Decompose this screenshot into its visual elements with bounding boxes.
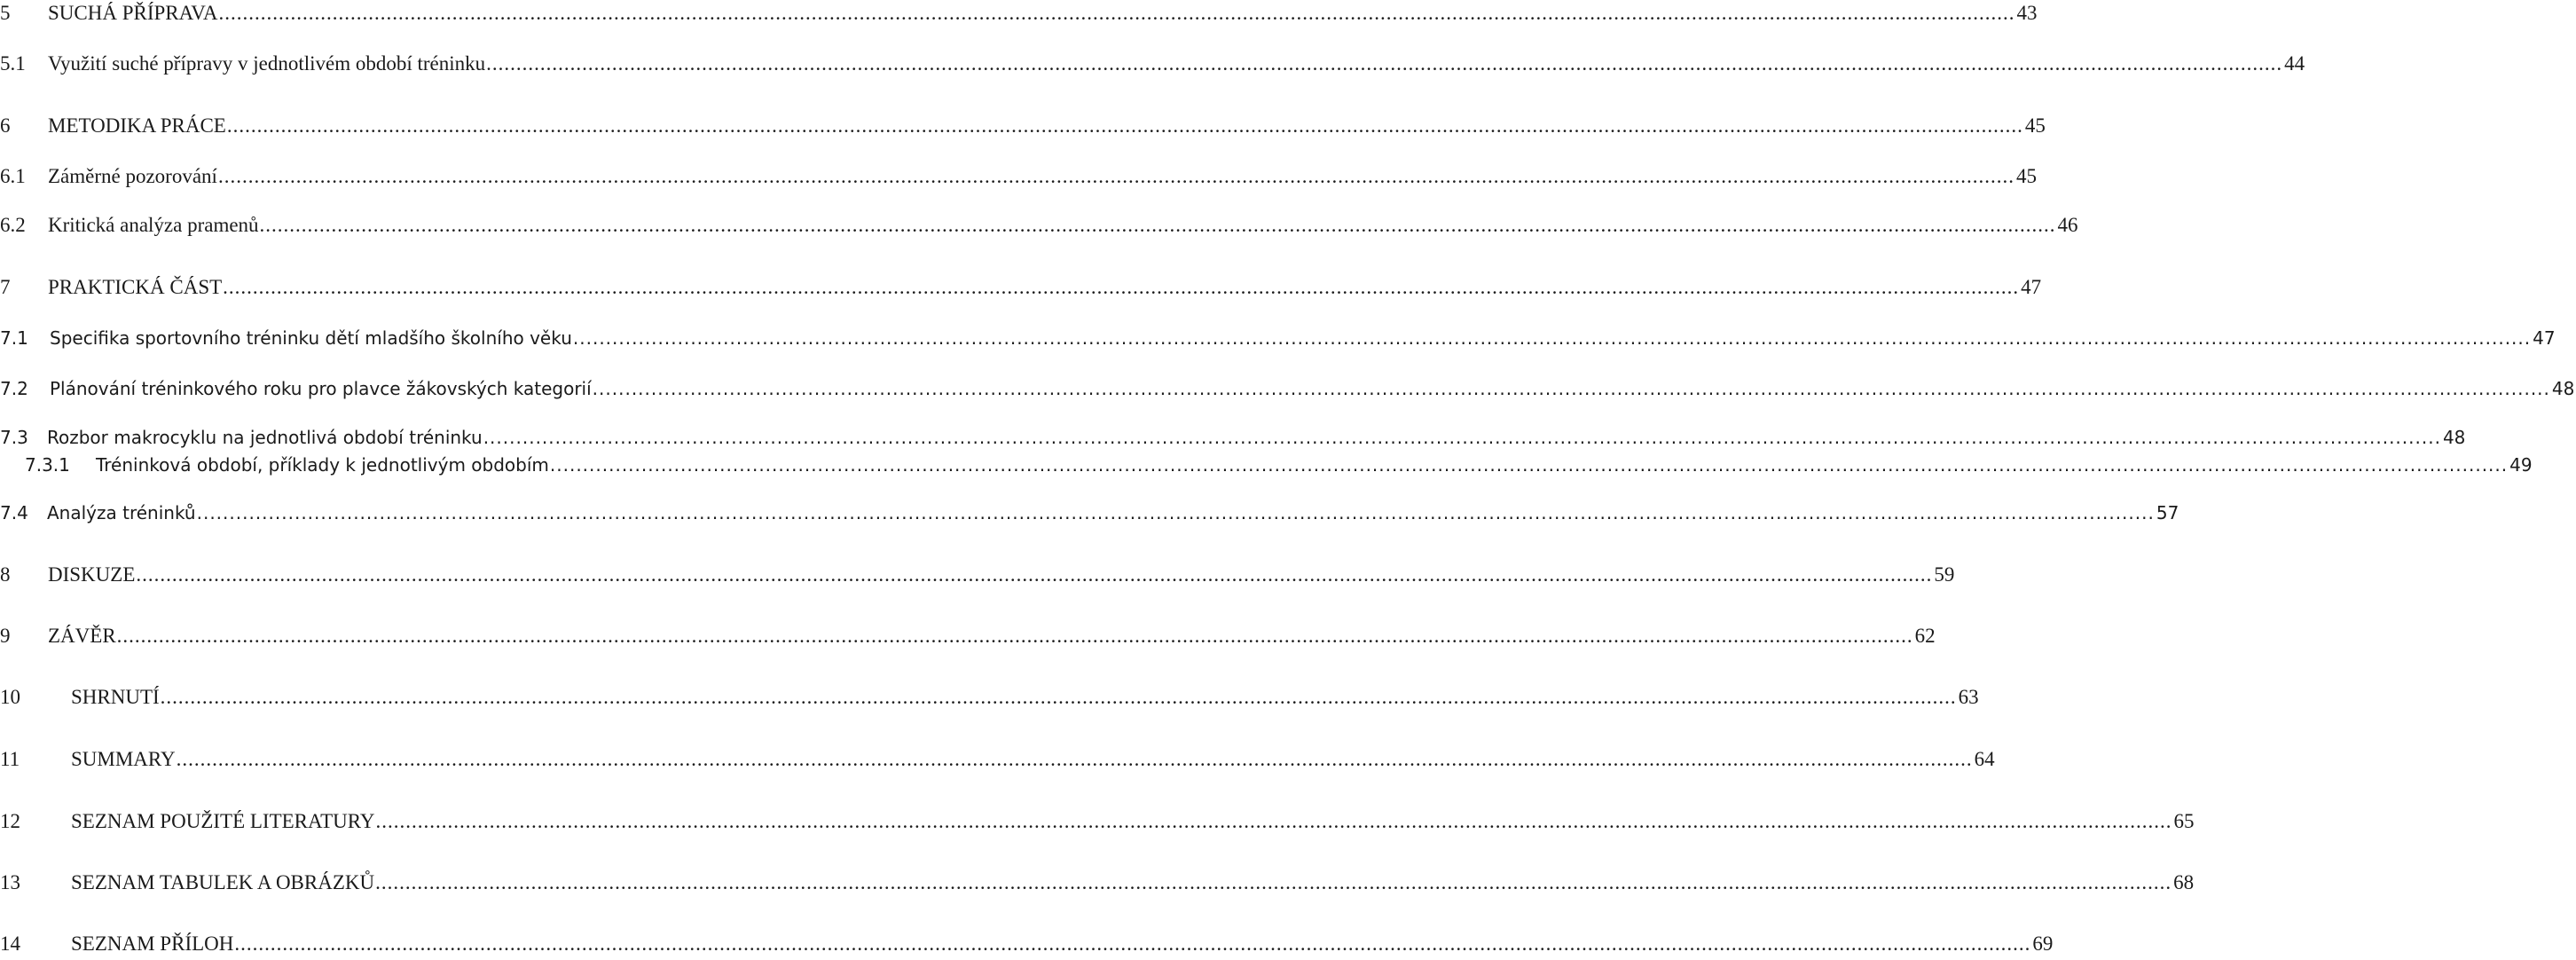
dot-leader: ............................................................................................................................................................................................................................................................................................................	[549, 454, 2509, 476]
toc-entry-page: 43	[2016, 2, 2038, 24]
toc-entry-number: 6.1	[0, 165, 26, 187]
toc-entry-number: 10	[0, 686, 20, 708]
toc-entry-number: 5	[0, 2, 11, 24]
toc-entry-title: SEZNAM TABULEK A OBRÁZKŮ	[71, 871, 375, 893]
dot-leader: ............................................................................................................................................................................................................................................................................................................	[375, 810, 2172, 832]
toc-entry-title: Kritická analýza pramenů	[48, 214, 259, 236]
toc-entry-title: Tréninková období, příklady k jednotlivým obdobím	[96, 454, 549, 476]
toc-entry-page: 47	[2021, 276, 2042, 298]
toc-entry-title: SEZNAM POUŽITÉ LITERATURY	[71, 810, 375, 832]
dot-leader: ............................................................................................................................................................................................................................................................................................................	[223, 276, 2020, 298]
dot-leader: ............................................................................................................................................................................................................................................................................................................	[116, 625, 1913, 647]
toc-entry[interactable]	[0, 161, 2037, 193]
toc-entry-page: 49	[2509, 454, 2533, 476]
toc-entry-number: 14	[0, 932, 20, 955]
toc-entry-number: 6.2	[0, 214, 26, 236]
toc-entry-title: PRAKTICKÁ ČÁST	[48, 276, 223, 298]
toc-entry-title: Specifika sportovního tréninku dětí mladšího školního věku	[50, 327, 572, 349]
toc-entry[interactable]	[0, 744, 1995, 775]
toc-entry[interactable]	[0, 0, 2038, 29]
dot-leader: ............................................................................................................................................................................................................................................................................................................	[217, 165, 2014, 187]
toc-entry[interactable]	[0, 681, 1979, 713]
toc-entry-number: 13	[0, 871, 20, 893]
toc-entry[interactable]	[0, 449, 2533, 481]
dot-leader: ............................................................................................................................................................................................................................................................................................................	[259, 214, 2056, 236]
toc-entry-title: SUMMARY	[71, 748, 176, 770]
toc-entry-number: 8	[0, 563, 11, 586]
dot-leader: ............................................................................................................................................................................................................................................................................................................	[218, 2, 2015, 24]
dot-leader: ............................................................................................................................................................................................................................................................................................................	[136, 563, 1933, 586]
toc-entry-page: 45	[2024, 114, 2046, 137]
toc-entry-page: 48	[2551, 378, 2575, 399]
toc-entry[interactable]	[0, 271, 2042, 303]
dot-leader: ............................................................................................................................................................................................................................................................................................................	[483, 427, 2441, 448]
toc-entry-title: Záměrné pozorování	[48, 165, 217, 187]
dot-leader: ............................................................................................................................................................................................................................................................................................................	[160, 686, 1957, 708]
toc-entry-title: Využití suché přípravy v jednotlivém období tréninku	[48, 52, 486, 75]
toc-entry-number: 6	[0, 114, 11, 137]
toc-entry-page: 69	[2032, 932, 2054, 955]
toc-entry-title: ZÁVĚR	[48, 625, 116, 647]
toc-entry[interactable]	[0, 928, 2054, 960]
toc-entry-page: 46	[2057, 214, 2078, 236]
toc-entry-title: METODIKA PRÁCE	[48, 114, 226, 137]
toc-entry[interactable]	[0, 110, 2046, 142]
toc-entry[interactable]	[0, 373, 2575, 405]
toc-entry-number: 5.1	[0, 52, 26, 75]
toc-entry-title: SUCHÁ PŘÍPRAVA	[48, 2, 218, 24]
toc-entry-page: 45	[2015, 165, 2037, 187]
toc-entry[interactable]	[0, 867, 2195, 899]
toc-entry[interactable]	[0, 48, 2305, 80]
dot-leader: ............................................................................................................................................................................................................................................................................................................	[176, 748, 1973, 770]
toc-entry[interactable]	[0, 497, 2179, 529]
dot-leader: ............................................................................................................................................................................................................................................................................................................	[592, 378, 2550, 399]
toc-entry-number: 7.4	[0, 502, 28, 523]
toc-entry-number: 7.1	[0, 327, 28, 349]
dot-leader: ............................................................................................................................................................................................................................................................................................................	[572, 327, 2532, 349]
toc-entry[interactable]	[0, 806, 2195, 838]
dot-leader: ............................................................................................................................................................................................................................................................................................................	[226, 114, 2023, 137]
toc-entry-title: Analýza tréninků	[47, 502, 196, 523]
toc-entry-page: 68	[2173, 871, 2195, 893]
toc-entry[interactable]	[0, 322, 2556, 354]
dot-leader: ............................................................................................................................................................................................................................................................................................................	[196, 502, 2155, 523]
toc-entry-number: 7.3	[0, 427, 28, 448]
toc-entry-number: 12	[0, 810, 20, 832]
toc-entry-title: SHRNUTÍ	[71, 686, 160, 708]
toc-entry-title: Rozbor makrocyklu na jednotlivá období tréninku	[47, 427, 483, 448]
toc-entry-number: 7.2	[0, 378, 28, 399]
toc-entry-page: 64	[1974, 748, 1995, 770]
dot-leader: ............................................................................................................................................................................................................................................................................................................	[234, 932, 2031, 955]
toc-entry[interactable]	[0, 620, 1936, 652]
toc-entry-page: 48	[2442, 427, 2466, 448]
toc-entry-page: 47	[2533, 327, 2556, 349]
toc-entry-page: 59	[1934, 563, 1955, 586]
toc-entry-title: DISKUZE	[48, 563, 136, 586]
toc-entry[interactable]	[0, 559, 1955, 591]
dot-leader: ............................................................................................................................................................................................................................................................................................................	[486, 52, 2283, 75]
toc-entry-page: 44	[2284, 52, 2305, 75]
toc-entry-number: 7	[0, 276, 11, 298]
toc-entry-page: 65	[2173, 810, 2195, 832]
toc-entry-number: 7.3.1	[25, 454, 70, 476]
toc-entry-page: 62	[1914, 625, 1936, 647]
toc-entry-title: Plánování tréninkového roku pro plavce žákovských kategorií	[50, 378, 592, 399]
dot-leader: ............................................................................................................................................................................................................................................................................................................	[375, 871, 2172, 893]
toc-entry-title: SEZNAM PŘÍLOH	[71, 932, 234, 955]
toc-entry-page: 63	[1958, 686, 1979, 708]
toc-entry-page: 57	[2156, 502, 2179, 523]
toc-entry[interactable]	[0, 209, 2078, 241]
toc-entry-number: 9	[0, 625, 11, 647]
toc-entry-number: 11	[0, 748, 20, 770]
